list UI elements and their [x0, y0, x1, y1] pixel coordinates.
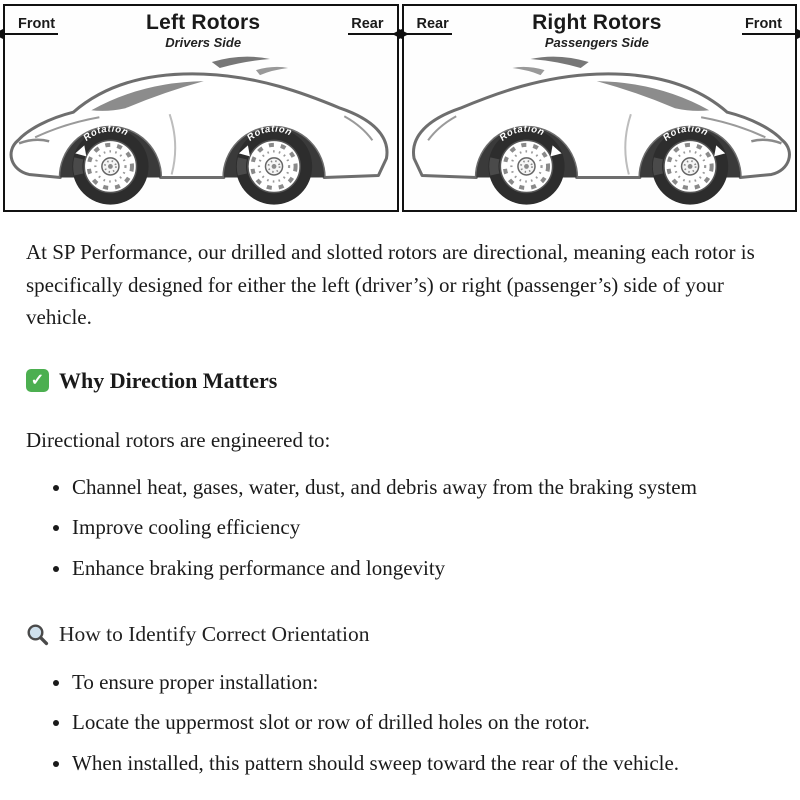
- direction-label-rear: [414, 15, 452, 35]
- arrow-left-icon: [0, 29, 3, 39]
- heading-text: How to Identify Correct Orientation: [59, 622, 370, 647]
- direction-label-text: Front: [18, 16, 56, 32]
- panel-title: Right Rotors: [532, 11, 662, 34]
- list-item: • To ensure proper installation:: [72, 666, 770, 699]
- rotation-label: Rotation: [245, 123, 294, 144]
- list-item: • Improve cooling efficiency: [72, 511, 770, 544]
- magnifier-icon: [26, 623, 49, 646]
- panel-subtitle: Drivers Side: [165, 35, 242, 51]
- list-item: • Enhance braking performance and longevity: [72, 552, 770, 585]
- direction-label-text: Rear: [351, 16, 384, 32]
- intro-paragraph: At SP Performance, our drilled and slotted rotors are directional, meaning each rotor is specifically designed for either the left (driver’s) or right (passenger’s) side of your vehicle.: [26, 240, 755, 330]
- panel-titles-right: [532, 12, 662, 50]
- engineered-lead: Directional rotors are engineered to:: [26, 428, 331, 453]
- heading-text: Why Direction Matters: [59, 367, 278, 393]
- orientation-list: [26, 666, 770, 780]
- panel-header-left: [5, 6, 397, 50]
- panel-title: Left Rotors: [146, 11, 261, 34]
- car-drawing-left: [5, 52, 397, 211]
- rotation-label: Rotation: [81, 123, 131, 144]
- rotation-label: Rotation: [496, 123, 546, 144]
- direction-label-text: Front: [744, 16, 782, 32]
- list-item: • Channel heat, gases, water, dust, and debris away from the braking system: [72, 471, 770, 504]
- direction-label-text: Rear: [416, 16, 449, 32]
- direction-label-rear: [348, 15, 386, 35]
- orientation-heading: [26, 618, 770, 651]
- list-item: • When installed, this pattern should sweep toward the rear of the vehicle.: [72, 747, 770, 780]
- rotor-direction-diagram: [0, 0, 800, 212]
- why-direction-list: [26, 471, 770, 585]
- rotation-label: Rotation: [660, 123, 710, 144]
- check-icon: [26, 369, 49, 392]
- diagram-panel-left: [3, 4, 399, 212]
- car-drawing-right: [404, 52, 796, 211]
- panel-subtitle: Passengers Side: [544, 35, 649, 51]
- direction-label-front: [15, 15, 58, 35]
- panel-header-right: [404, 6, 796, 50]
- article: [0, 212, 800, 779]
- panel-titles-left: [146, 12, 260, 50]
- diagram-panel-right: [402, 4, 798, 212]
- direction-label-front: [742, 15, 785, 35]
- why-direction-heading: [26, 364, 770, 398]
- list-item: • Locate the uppermost slot or row of drilled holes on the rotor.: [72, 706, 770, 739]
- arrow-left-icon: [392, 29, 402, 39]
